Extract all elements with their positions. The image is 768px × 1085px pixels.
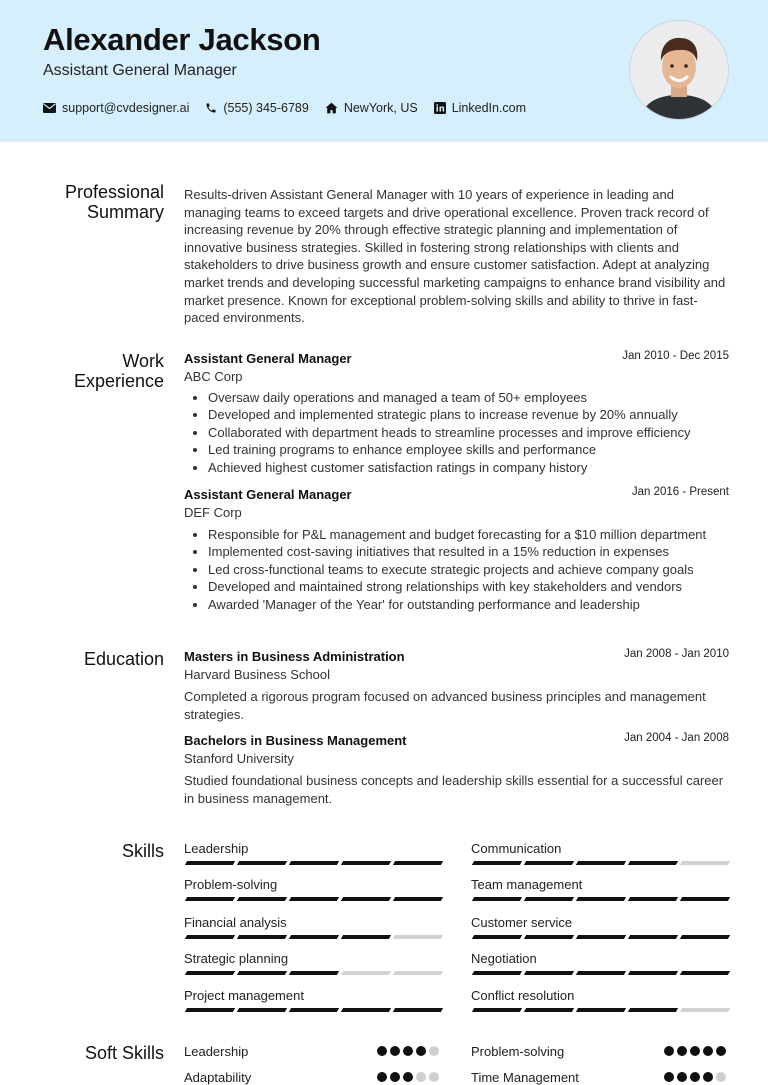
skill-level-segment	[393, 861, 443, 865]
job-bullet: • Responsible for P&L management and budget forecasting for a $10 million department	[208, 526, 728, 543]
summary-text: Results-driven Assistant General Manager with 10 years of experience in leading and managing teams to exceed targets and drive operational excellence. Proven track record of increasing revenue by 20% through effective strategic planning and implementation of innovative business strategies. Skilled in fostering strong relationships with clients and stakeholders to drive business growth and ensure customer satisfaction. Adept at analyzing market trends and developing successful marketing campaigns to enhance brand visibility and market presence. Known for exceptional problem-solving skills and ability to thrive in fast-paced environments.	[184, 187, 726, 326]
education-degree: Masters in Business Administration	[184, 649, 405, 664]
skill-level-segment	[524, 861, 574, 865]
envelope-icon	[43, 103, 56, 113]
rating-dot	[690, 1072, 700, 1082]
skill-level-segment	[237, 971, 287, 975]
skill-level-bar	[473, 897, 729, 901]
rating-dot	[716, 1046, 726, 1056]
skill-level-segment	[576, 861, 626, 865]
job-bullet: • Developed and implemented strategic plans to increase revenue by 20% annually	[208, 406, 728, 423]
rating-dot	[403, 1072, 413, 1082]
skill-level-segment	[237, 935, 287, 939]
experience-section-title	[34, 351, 164, 391]
job-bullet: • Oversaw daily operations and managed a team of 50+ employees	[208, 389, 728, 406]
contact-location	[325, 101, 418, 115]
rating-dot	[677, 1072, 687, 1082]
skill-level-bar	[186, 897, 442, 901]
skill-level-segment	[576, 971, 626, 975]
skill-level-segment	[628, 971, 678, 975]
skill-label: Team management	[471, 877, 583, 892]
job-bullet-list	[184, 526, 728, 613]
job-company: DEF Corp	[184, 505, 242, 520]
skill-level-segment	[472, 897, 522, 901]
education-date: Jan 2004 - Jan 2008	[624, 732, 729, 744]
skill-level-segment	[628, 897, 678, 901]
education-school: Stanford University	[184, 751, 294, 766]
contact-email-text: support@cvdesigner.ai	[62, 101, 190, 115]
job-title: Assistant General Manager	[184, 487, 352, 502]
contact-email[interactable]	[43, 101, 189, 115]
skill-level-bar	[186, 1008, 442, 1012]
rating-dot	[703, 1072, 713, 1082]
skill-level-segment	[472, 1008, 522, 1012]
linkedin-icon	[434, 102, 446, 114]
skill-label: Financial analysis	[184, 915, 287, 930]
job-date: Jan 2010 - Dec 2015	[622, 350, 729, 362]
summary-section-title	[34, 182, 164, 222]
skill-level-bar	[473, 971, 729, 975]
skill-level-segment	[524, 897, 574, 901]
skill-level-bar	[186, 935, 442, 939]
skill-level-segment	[680, 935, 730, 939]
soft-skill-label: Problem-solving	[471, 1044, 565, 1059]
job-bullet: • Developed and maintained strong relationships with key stakeholders and vendors	[208, 578, 728, 595]
education-section-title: Education	[83, 649, 164, 669]
candidate-name: Alexander Jackson	[43, 22, 321, 57]
soft-skill-rating	[664, 1046, 726, 1056]
skill-label: Negotiation	[471, 951, 537, 966]
skill-level-segment	[680, 1008, 730, 1012]
skill-level-segment	[524, 1008, 574, 1012]
skill-level-bar	[473, 861, 729, 865]
skill-level-segment	[680, 897, 730, 901]
skill-level-segment	[393, 897, 443, 901]
skill-level-segment	[576, 935, 626, 939]
experience-title-line2: Experience	[73, 371, 164, 391]
education-description: Completed a rigorous program focused on advanced business principles and management strategies.	[184, 689, 706, 722]
rating-dot	[677, 1046, 687, 1056]
skill-level-segment	[237, 1008, 287, 1012]
skill-level-segment	[393, 935, 443, 939]
soft-skill-label: Time Management	[471, 1070, 579, 1085]
skill-label: Project management	[184, 988, 304, 1003]
skill-label: Leadership	[184, 841, 249, 856]
skill-level-segment	[524, 971, 574, 975]
avatar-illustration-icon	[630, 21, 728, 119]
job-bullet: • Implemented cost-saving initiatives that resulted in a 15% reduction in expenses	[208, 543, 728, 560]
job-date: Jan 2016 - Present	[631, 486, 729, 498]
contact-location-text: NewYork, US	[343, 101, 418, 115]
home-icon	[325, 102, 338, 114]
contact-phone[interactable]	[205, 101, 308, 115]
skill-level-segment	[341, 861, 391, 865]
skill-level-segment	[237, 897, 287, 901]
profile-photo	[629, 20, 729, 120]
rating-dot	[416, 1072, 426, 1082]
job-bullet: • Achieved highest customer satisfaction ratings in company history	[208, 459, 728, 476]
skill-level-segment	[185, 935, 235, 939]
skill-label: Customer service	[471, 915, 573, 930]
summary-title-line2: Summary	[86, 202, 164, 222]
rating-dot	[416, 1046, 426, 1056]
skill-level-segment	[524, 935, 574, 939]
education-school: Harvard Business School	[184, 667, 330, 682]
skill-level-segment	[185, 971, 235, 975]
skill-level-segment	[576, 1008, 626, 1012]
skill-label: Strategic planning	[184, 951, 289, 966]
skill-level-segment	[472, 971, 522, 975]
skill-label: Conflict resolution	[471, 988, 575, 1003]
rating-dot	[690, 1046, 700, 1056]
skill-level-segment	[341, 1008, 391, 1012]
skill-level-segment	[576, 897, 626, 901]
education-description: Studied foundational business concepts and leadership skills essential for a successful career in business management.	[184, 773, 724, 806]
rating-dot	[429, 1072, 439, 1082]
contact-phone-text: (555) 345-6789	[223, 101, 309, 115]
skill-level-segment	[628, 935, 678, 939]
rating-dot	[377, 1046, 387, 1056]
job-title: Assistant General Manager	[184, 351, 352, 366]
skill-level-segment	[185, 897, 235, 901]
rating-dot	[429, 1046, 439, 1056]
skill-level-segment	[289, 935, 339, 939]
skill-level-bar	[186, 971, 442, 975]
skill-level-segment	[237, 861, 287, 865]
rating-dot	[664, 1046, 674, 1056]
rating-dot	[716, 1072, 726, 1082]
skill-level-bar	[186, 861, 442, 865]
skill-level-segment	[289, 971, 339, 975]
soft-skill-rating	[664, 1072, 726, 1082]
skill-level-segment	[289, 1008, 339, 1012]
skill-level-bar	[473, 935, 729, 939]
summary-title-line1: Professional	[64, 182, 164, 202]
skill-level-segment	[628, 861, 678, 865]
soft-skill-label: Leadership	[184, 1044, 249, 1059]
job-company: ABC Corp	[184, 369, 243, 384]
skill-level-segment	[628, 1008, 678, 1012]
phone-icon	[205, 102, 217, 114]
skill-level-segment	[472, 935, 522, 939]
skill-level-segment	[185, 1008, 235, 1012]
rating-dot	[390, 1072, 400, 1082]
rating-dot	[377, 1072, 387, 1082]
job-bullet: • Collaborated with department heads to streamline processes and improve efficiency	[208, 424, 728, 441]
job-bullet: • Awarded 'Manager of the Year' for outstanding performance and leadership	[208, 596, 728, 613]
skill-level-segment	[341, 935, 391, 939]
rating-dot	[703, 1046, 713, 1056]
job-bullet: • Led cross-functional teams to execute strategic projects and achieve company goals	[208, 561, 728, 578]
soft-skill-label: Adaptability	[184, 1070, 252, 1085]
skill-level-segment	[393, 971, 443, 975]
soft-skill-rating	[377, 1072, 439, 1082]
rating-dot	[390, 1046, 400, 1056]
skills-section-title: Skills	[121, 841, 164, 861]
education-date: Jan 2008 - Jan 2010	[624, 648, 729, 660]
rating-dot	[403, 1046, 413, 1056]
skill-label: Communication	[471, 841, 562, 856]
skill-level-segment	[185, 861, 235, 865]
contact-linkedin[interactable]	[434, 101, 526, 115]
skill-level-segment	[680, 971, 730, 975]
skill-level-segment	[289, 897, 339, 901]
job-bullet: • Led training programs to enhance employee skills and performance	[208, 441, 728, 458]
experience-title-line1: Work	[122, 351, 164, 371]
job-bullet-list	[184, 389, 728, 476]
soft-skills-section-title: Soft Skills	[84, 1043, 164, 1063]
contact-list	[43, 101, 526, 115]
skill-level-bar	[473, 1008, 729, 1012]
education-degree: Bachelors in Business Management	[184, 733, 407, 748]
contact-linkedin-text: LinkedIn.com	[451, 101, 527, 115]
soft-skill-rating	[377, 1046, 439, 1056]
skill-level-segment	[341, 897, 391, 901]
skill-level-segment	[289, 861, 339, 865]
skill-level-segment	[472, 861, 522, 865]
resume-header	[0, 0, 768, 142]
skill-label: Problem-solving	[184, 877, 278, 892]
skill-level-segment	[680, 861, 730, 865]
skill-level-segment	[393, 1008, 443, 1012]
rating-dot	[664, 1072, 674, 1082]
candidate-role: Assistant General Manager	[43, 62, 237, 79]
skill-level-segment	[341, 971, 391, 975]
